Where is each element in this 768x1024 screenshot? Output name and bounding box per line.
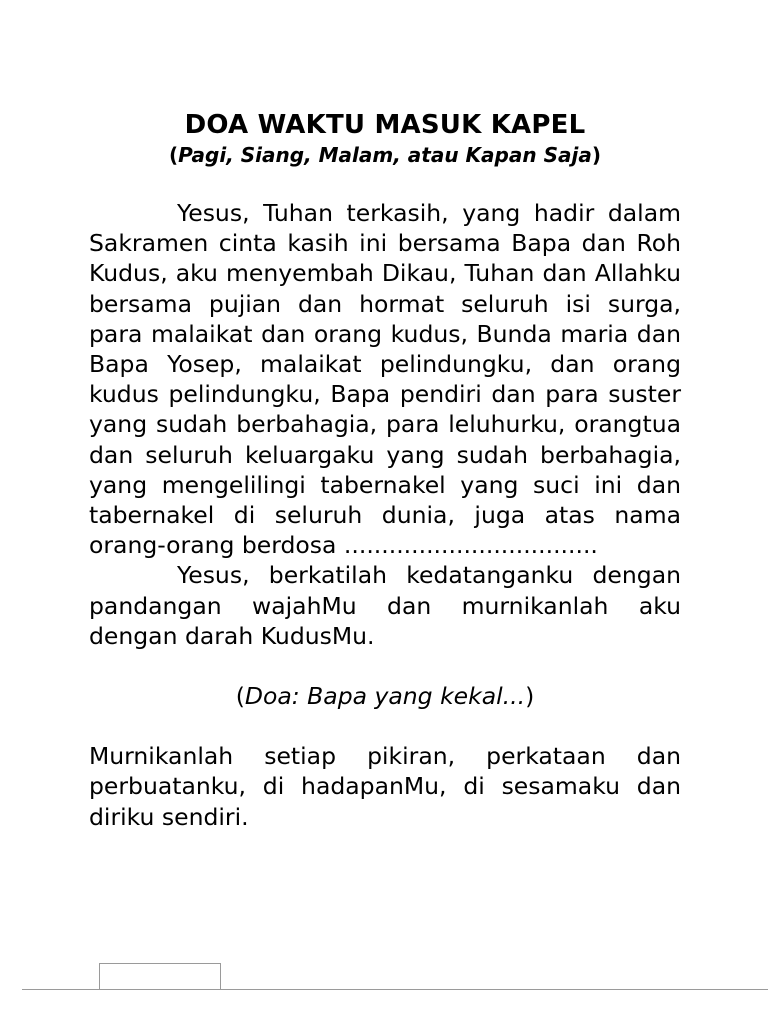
paragraph-opening-prayer: Yesus, Tuhan terkasih, yang hadir dalam Sakramen cinta kasih ini bersama Bapa dan Roh Kudus, aku menyembah Dikau, Tuhan dan Allahku bersama pujian dan hormat seluruh isi surga, para malaikat dan orang kudus, Bunda maria dan Bapa Yosep, malaikat pelindungku, dan orang kudus pelindungku, Bapa pendiri dan para suster yang sudah berbahagia, para leluhurku, orangtua dan seluruh keluargaku yang sudah berbahagia, yang mengelilingi tabernakel yang suci ini dan tabernakel di seluruh dunia, juga atas nama orang-orang berdosa ..................................: [89, 199, 681, 560]
document-page: [89, 110, 681, 832]
spacer: [89, 711, 681, 741]
page-footer-line: [22, 989, 768, 990]
document-title: DOA WAKTU MASUK KAPEL: [184, 110, 586, 140]
spacer: [89, 168, 681, 198]
document-subtitle: [89, 142, 681, 168]
paragraph-purification: Murnikanlah setiap pikiran, perkataan dan perbuatanku, di hadapanMu, di sesamaku dan diriku sendiri.: [89, 742, 681, 831]
paragraph-blessing: Yesus, berkatilah kedatanganku dengan pandangan wajahMu dan murnikanlah aku dengan darah KudusMu.: [89, 561, 681, 650]
subtitle-open-paren: (: [169, 143, 179, 167]
prayer-note-text: Doa: Bapa yang kekal...: [244, 682, 526, 711]
prayer-note-open-paren: (: [235, 682, 245, 711]
subtitle-close-paren: ): [591, 143, 601, 167]
subtitle-text: Pagi, Siang, Malam, atau Kapan Saja: [178, 143, 592, 167]
page-footer-tab: [99, 963, 221, 990]
prayer-note-close-paren: ): [525, 682, 535, 711]
spacer: [89, 651, 681, 681]
prayer-note: [89, 681, 681, 711]
